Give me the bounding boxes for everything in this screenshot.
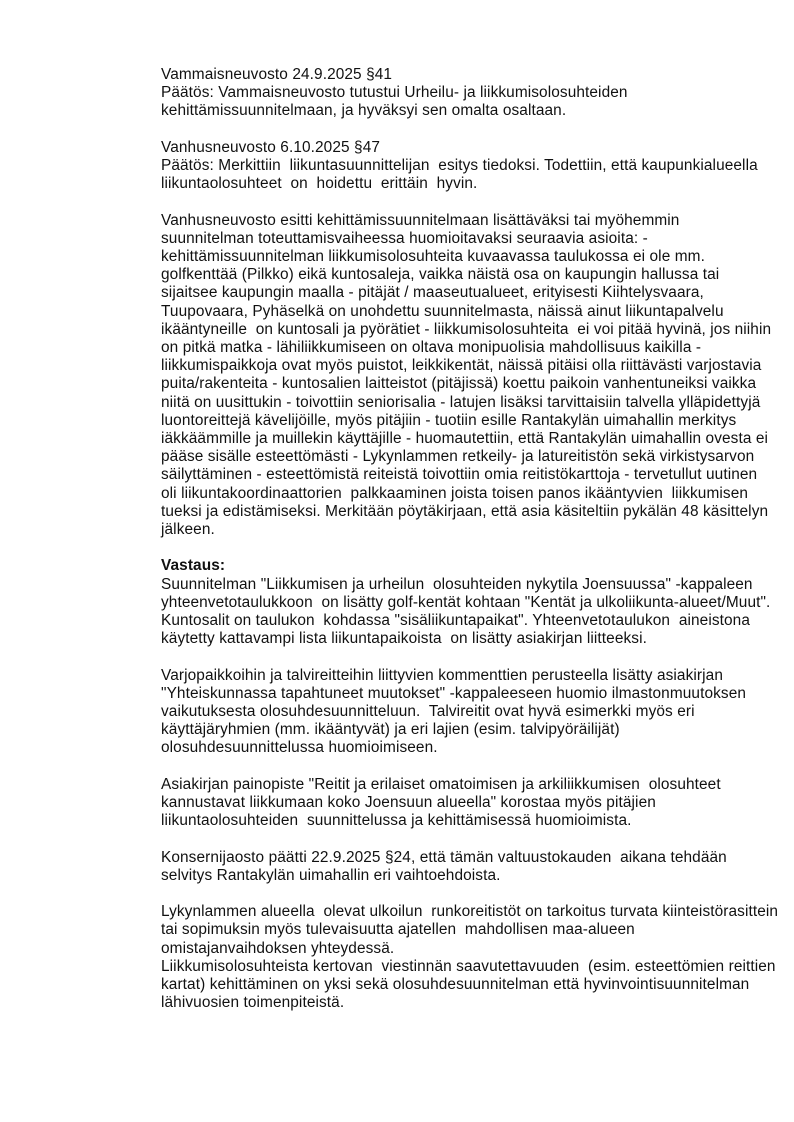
konsernijaosto-paragraph [161, 849, 727, 885]
text-line: kehittämissuunnitelman liikkumisolosuhteita kuvaavassa taulukossa ei ole mm. [161, 248, 705, 265]
text-line: kehittämissuunnitelmaan, ja hyväksyi sen omalta osaltaan. [161, 102, 567, 120]
text-line: suunnitelman toteuttamisvaiheessa huomioitavaksi seuraavia asioita: - [161, 229, 648, 247]
text-line: oli liikuntakoordinaattorien palkkaaminen joista toisen panos ikääntyvien liikkumisen [161, 484, 749, 502]
text-line: liikuntaolosuhteet on hoidettu erittäin hyvin. [161, 175, 478, 193]
text-line: Suunnitelman "Liikkumisen ja urheilun olosuhteiden nykytila Joensuussa" -kappaleen [161, 575, 753, 593]
text-line: omistajanvaihdoksen yhteydessä. [161, 939, 395, 957]
vanhusneuvosto-decision-paragraph [161, 138, 758, 194]
text-line: lähivuosien toimenpiteistä. [161, 994, 345, 1012]
text-line: Vanhusneuvosto esitti kehittämissuunnitelmaan lisättäväksi tai myöhemmin [161, 211, 680, 229]
text-line: jälkeen. [161, 521, 215, 539]
text-line: yhteenvetotaulukkoon on lisätty golf-kentät kohtaan "Kentät ja ulkoliikunta-alueet/Muut". [161, 593, 771, 611]
vanhusneuvosto-proposals-paragraph [161, 211, 772, 540]
text-line: Päätös: Merkittiin liikuntasuunnittelijan esitys tiedoksi. Todettiin, että kaupunkialueella [161, 157, 758, 174]
text-line: selvitys Rantakylän uimahallin eri vaihtoehdoista. [161, 866, 501, 884]
text-line: liikkumispaikkoja ovat myös puistot, leikkikentät, näissä pitäisi olla riittävästi varjostavia [161, 357, 762, 375]
text-line: säilyttäminen - esteettömistä reiteistä toivottiin omia reitistökarttoja - tervetullut uutinen [161, 466, 758, 484]
text-line: Konsernijaosto päätti 22.9.2025 §24, että tämän valtuustokauden aikana tehdään [161, 848, 727, 866]
text-line: "Yhteiskunnassa tapahtuneet muutokset" -kappaleeseen huomio ilmastonmuutoksen [161, 684, 747, 702]
text-line: luontoreittejä kävelijöille, myös pitäjiin - tuotiin esille Rantakylän uimahallin merkitys [161, 411, 737, 429]
text-line: Lykynlammen alueella olevat ulkoilun runkoreitistöt on tarkoitus turvata kiinteistörasittein [161, 903, 779, 921]
text-line: liikuntaolosuhteiden suunnittelussa ja kehittämisessä huomioimista. [161, 812, 632, 830]
varjopaikat-talvireitit-paragraph [161, 666, 747, 758]
text-line: käytetty kattavampi lista liikuntapaikoista on lisätty asiakirjan liitteeksi. [161, 630, 647, 648]
lykynlampi-viestinta-paragraph [161, 903, 779, 1012]
asiakirjan-painopiste-paragraph [161, 776, 727, 831]
text-line: Kuntosalit on taulukon kohdassa "sisäliikuntapaikat". Yhteenvetotaulukon aineistona [161, 612, 750, 630]
text-line: on pitkä matka - lähiliikkumiseen on oltava monipuolisia mahdollisuus kaikilla - [161, 339, 702, 357]
text-line: olosuhdesuunnittelussa huomioimiseen. [161, 739, 438, 757]
text-line: käyttäjäryhmien (mm. ikääntyvät) ja eri lajien (esim. talvipyöräilijät) [161, 721, 620, 739]
text-line: Varjopaikkoihin ja talvireitteihin liittyvien kommenttien perusteella lisätty asiakirjan [161, 666, 723, 684]
text-line: Vammaisneuvosto 24.9.2025 §41 [161, 66, 393, 83]
text-line: vaikutuksesta olosuhdesuunnitteluun. Talvireitit ovat hyvä esimerkki myös eri [161, 703, 695, 721]
text-line: pääse sisälle esteettömästi - Lykynlammen retkeily- ja latureitistön sekä virkistysarvon [161, 448, 755, 466]
text-line: Asiakirjan painopiste "Reitit ja erilaiset omatoimisen ja arkiliikkumisen olosuhteet [161, 775, 721, 793]
text-line: sijaitsee kaupungin maalla - pitäjät / maaseutualueet, erityisesti Kiihtelysvaara, [161, 284, 704, 302]
text-line: tai sopimuksin myös tulevaisuutta ajatellen mahdollisen maa-alueen [161, 921, 635, 939]
text-line: Tuupovaara, Pyhäselkä on unohdettu suunnitelmasta, näissä ainut liikuntapalvelu [161, 302, 724, 320]
bold-heading-line: Vastaus: [161, 557, 226, 575]
text-line: kannustavat liikkumaan koko Joensuun alueella" korostaa myös pitäjien [161, 794, 656, 812]
text-line: kartat) kehittäminen on yksi sekä olosuhdesuunnitelman että hyvinvointisuunnitelman [161, 976, 750, 994]
text-line: tueksi ja edistämiseksi. Merkitään pöytäkirjaan, että asia käsiteltiin pykälän 48 käsittelyn [161, 502, 769, 520]
vastaus-section [161, 557, 771, 648]
text-line: Päätös: Vammaisneuvosto tutustui Urheilu- ja liikkumisolosuhteiden [161, 84, 628, 102]
text-line: puita/rakenteita - kuntosalien laitteistot (pitäjissä) koettu paikoin vanhentuneiksi vaikka [161, 375, 757, 393]
text-line: ikääntyneille on kuntosali ja pyörätiet - liikkumisolosuhteita ei voi pitää hyvinä, jos niihin [161, 320, 772, 338]
text-line: Liikkumisolosuhteista kertovan viestinnän saavutettavuuden (esim. esteettömien reittien [161, 957, 776, 975]
text-line: golfkenttää (Pilkko) eikä kuntosaleja, vaikka näistä osa on kaupungin hallussa tai [161, 266, 720, 284]
text-line: niitä on uusittukin - toivottiin seniorisalia - latujen lisäksi tarvittaisiin talvella ylläpidettyjä [161, 393, 761, 411]
vammaisneuvosto-decision-paragraph [161, 66, 727, 121]
text-line: Vanhusneuvosto 6.10.2025 §47 [161, 138, 381, 156]
document-content [161, 66, 779, 1031]
text-line: iäkkäämmille ja muillekin käyttäjille - huomautettiin, että Rantakylän uimahallin ovesta ei [161, 430, 769, 448]
